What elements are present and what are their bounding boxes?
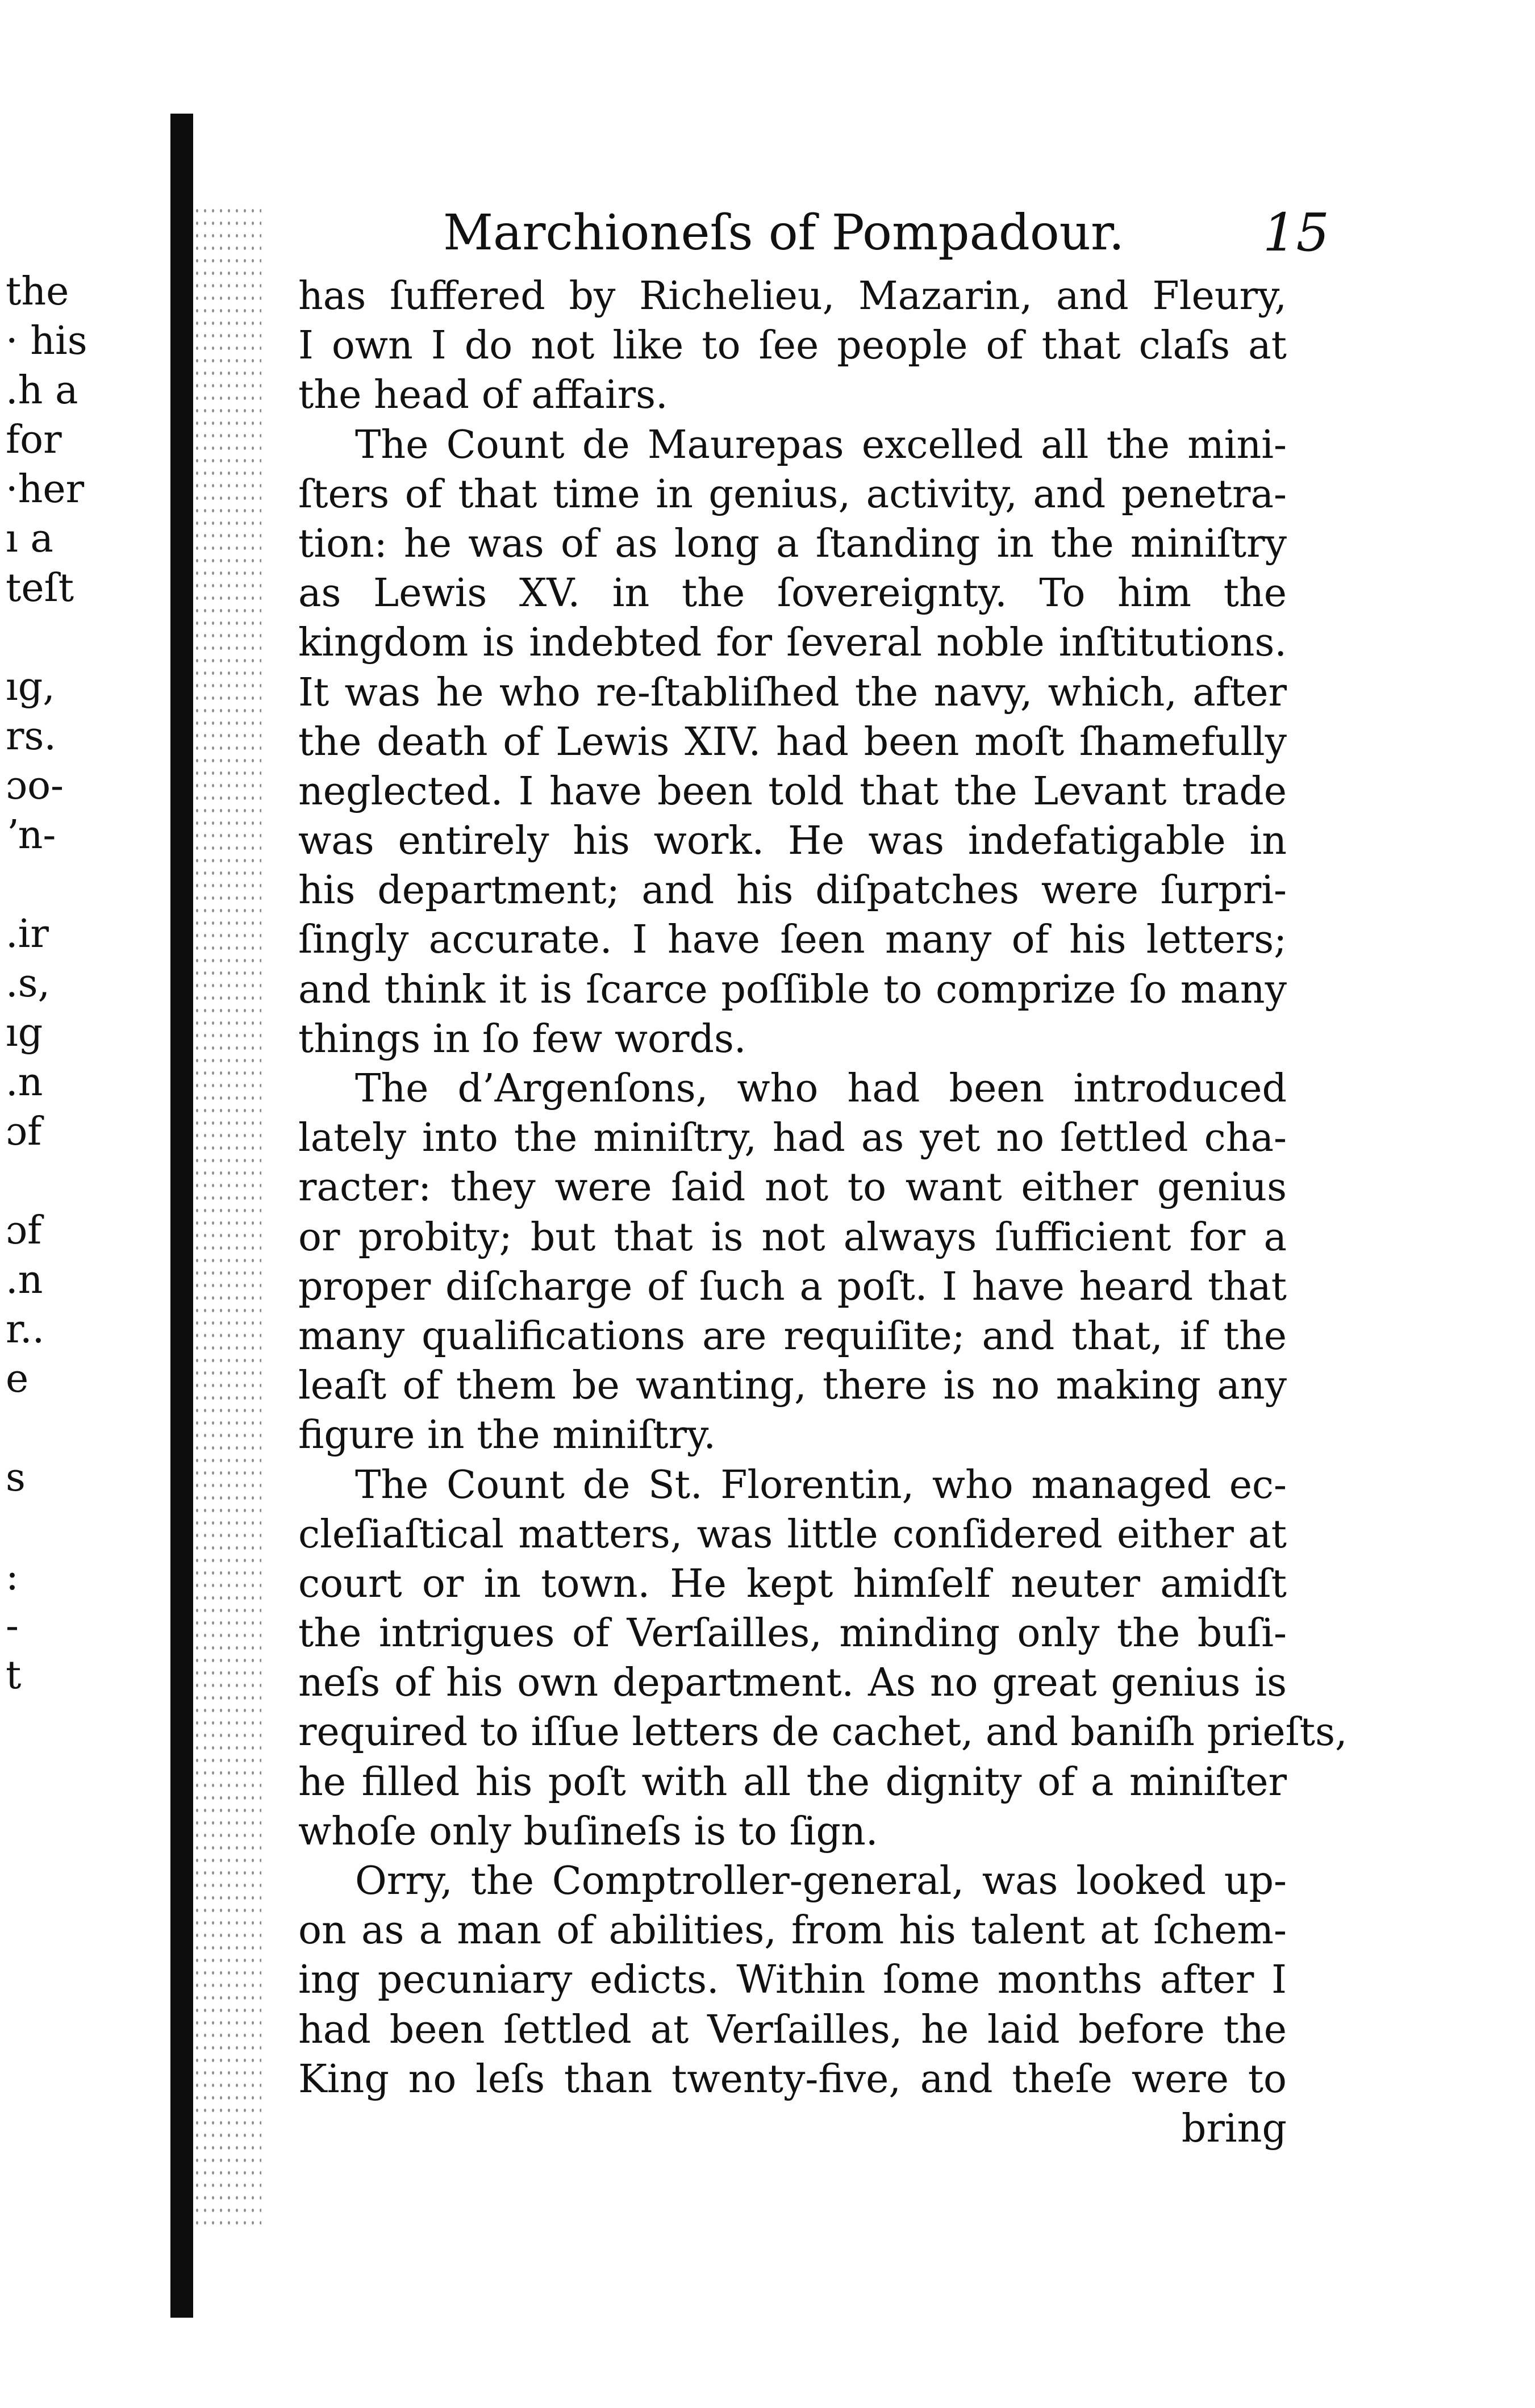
- text-line: neglected. I have been told that the Levant trade: [298, 769, 1287, 814]
- bleed-fragment: ɔf: [6, 1208, 42, 1253]
- text-line: Orry, the Comptroller-general, was looked up-: [355, 1859, 1287, 1904]
- bleed-fragment: .h a: [6, 368, 78, 413]
- bleed-fragment: [6, 1157, 119, 1206]
- bleed-fragment: ɔf: [6, 1109, 42, 1154]
- text-line: the death of Lewis XIV. had been moſt ſhamefully: [298, 719, 1287, 765]
- text-line: King no leſs than twenty-five, and theſe were to: [298, 2056, 1287, 2102]
- text-line: he filled his poſt with all the dignity of a miniſter: [298, 1759, 1287, 1805]
- bleed-fragment: [6, 1404, 119, 1453]
- running-title: Marchioneſs of Pompadour.: [443, 205, 1125, 261]
- text-line: has ſuffered by Richelieu, Mazarin, and Fleury,: [298, 274, 1287, 319]
- bleed-fragment: .n: [6, 1060, 43, 1105]
- text-line: or probity; but that is not always ſufficient for a: [298, 1215, 1287, 1260]
- bleed-fragment: s: [6, 1455, 26, 1500]
- bleed-fragment: ıg: [6, 1011, 43, 1055]
- page-number: 15: [1262, 202, 1329, 263]
- text-line: The d’Argenſons, who had been introduced: [355, 1066, 1287, 1111]
- text-line: cleſiaſtical matters, was little conſidered either at: [298, 1512, 1287, 1557]
- text-line: proper diſcharge of ſuch a poſt. I have heard that: [298, 1264, 1287, 1309]
- bleed-fragment: ʼn-: [6, 813, 56, 858]
- bleed-fragment: [6, 860, 119, 909]
- bleed-fragment: ı a: [6, 516, 53, 561]
- bleed-fragment: t: [6, 1653, 22, 1698]
- text-line: The Count de St. Florentin, who managed ec-: [355, 1462, 1287, 1508]
- text-line: court or in town. He kept himſelf neuter amidſt: [298, 1561, 1287, 1606]
- text-line: I own I do not like to ſee people of that claſs at: [298, 323, 1287, 369]
- body-text: [298, 272, 1348, 2154]
- facing-page-bleed: [6, 267, 119, 1700]
- bleed-fragment: for: [6, 418, 62, 462]
- text-line: his department; and his diſpatches were ſurpri-: [298, 868, 1287, 913]
- bleed-fragment: · his: [6, 319, 87, 364]
- binding-gutter-speckle: [193, 205, 261, 2227]
- bleed-fragment: ıg,: [6, 665, 55, 710]
- bleed-fragment: .s,: [6, 961, 51, 1006]
- text-line: The Count de Maurepas excelled all the mini-: [355, 422, 1287, 468]
- bleed-fragment: the: [6, 269, 69, 314]
- bleed-fragment: [6, 613, 119, 662]
- text-line: leaſt of them be wanting, there is no making any: [298, 1363, 1287, 1409]
- bleed-fragment: r..: [6, 1307, 45, 1352]
- text-line: things in ſo few words.: [298, 1016, 746, 1062]
- bleed-fragment: teſt: [6, 566, 74, 611]
- bleed-fragment: ɔo-: [6, 763, 64, 808]
- bleed-fragment: -: [6, 1604, 19, 1649]
- text-line: ſingly accurate. I have ſeen many of his letters;: [298, 917, 1287, 963]
- text-line: neſs of his own department. As no great genius is: [298, 1660, 1287, 1706]
- text-line: required to iſſue letters de cachet, and baniſh prieſts,: [298, 1710, 1348, 1755]
- bleed-fragment: .n: [6, 1258, 43, 1303]
- text-line: the head of affairs.: [298, 373, 668, 418]
- bleed-fragment: :: [6, 1554, 19, 1599]
- text-line: figure in the miniſtry.: [298, 1413, 716, 1458]
- text-line: It was he who re-ſtabliſhed the navy, which, after: [298, 670, 1287, 715]
- text-line: bring: [1181, 2106, 1287, 2151]
- binding-gutter-shadow: [170, 114, 193, 2318]
- text-line: on as a man of abilities, from his talent at ſchem-: [298, 1908, 1287, 1954]
- text-line: ſters of that time in genius, activity, and penetra-: [298, 471, 1287, 517]
- running-head: [443, 202, 1329, 264]
- bleed-fragment: ·her: [6, 467, 85, 512]
- text-line: had been ſettled at Verſailles, he laid before the: [298, 2007, 1287, 2052]
- text-line: racter: they were ſaid not to want either genius: [298, 1165, 1287, 1211]
- bleed-fragment: e: [6, 1357, 29, 1401]
- text-line: ing pecuniary edicts. Within ſome months after I: [298, 1958, 1287, 2003]
- text-line: as Lewis XV. in the ſovereignty. To him the: [298, 571, 1287, 616]
- text-line: the intrigues of Verſailles, minding only the buſi-: [298, 1611, 1287, 1656]
- text-line: and think it is ſcarce poſſible to comprize ſo many: [298, 967, 1287, 1012]
- text-line: kingdom is indebted for ſeveral noble inſtitutions.: [298, 620, 1287, 666]
- text-line: whoſe only buſineſs is to ſign.: [298, 1809, 878, 1854]
- text-line: lately into the miniſtry, had as yet no ſettled cha-: [298, 1116, 1287, 1161]
- text-line: was entirely his work. He was indefatigable in: [298, 819, 1287, 864]
- text-line: many qualifications are requiſite; and that, if the: [298, 1313, 1287, 1359]
- bleed-fragment: [6, 1503, 119, 1552]
- bleed-fragment: rs.: [6, 714, 57, 759]
- bleed-fragment: .ir: [6, 912, 49, 957]
- text-line: tion: he was of as long a ſtanding in the miniſtry: [298, 521, 1287, 566]
